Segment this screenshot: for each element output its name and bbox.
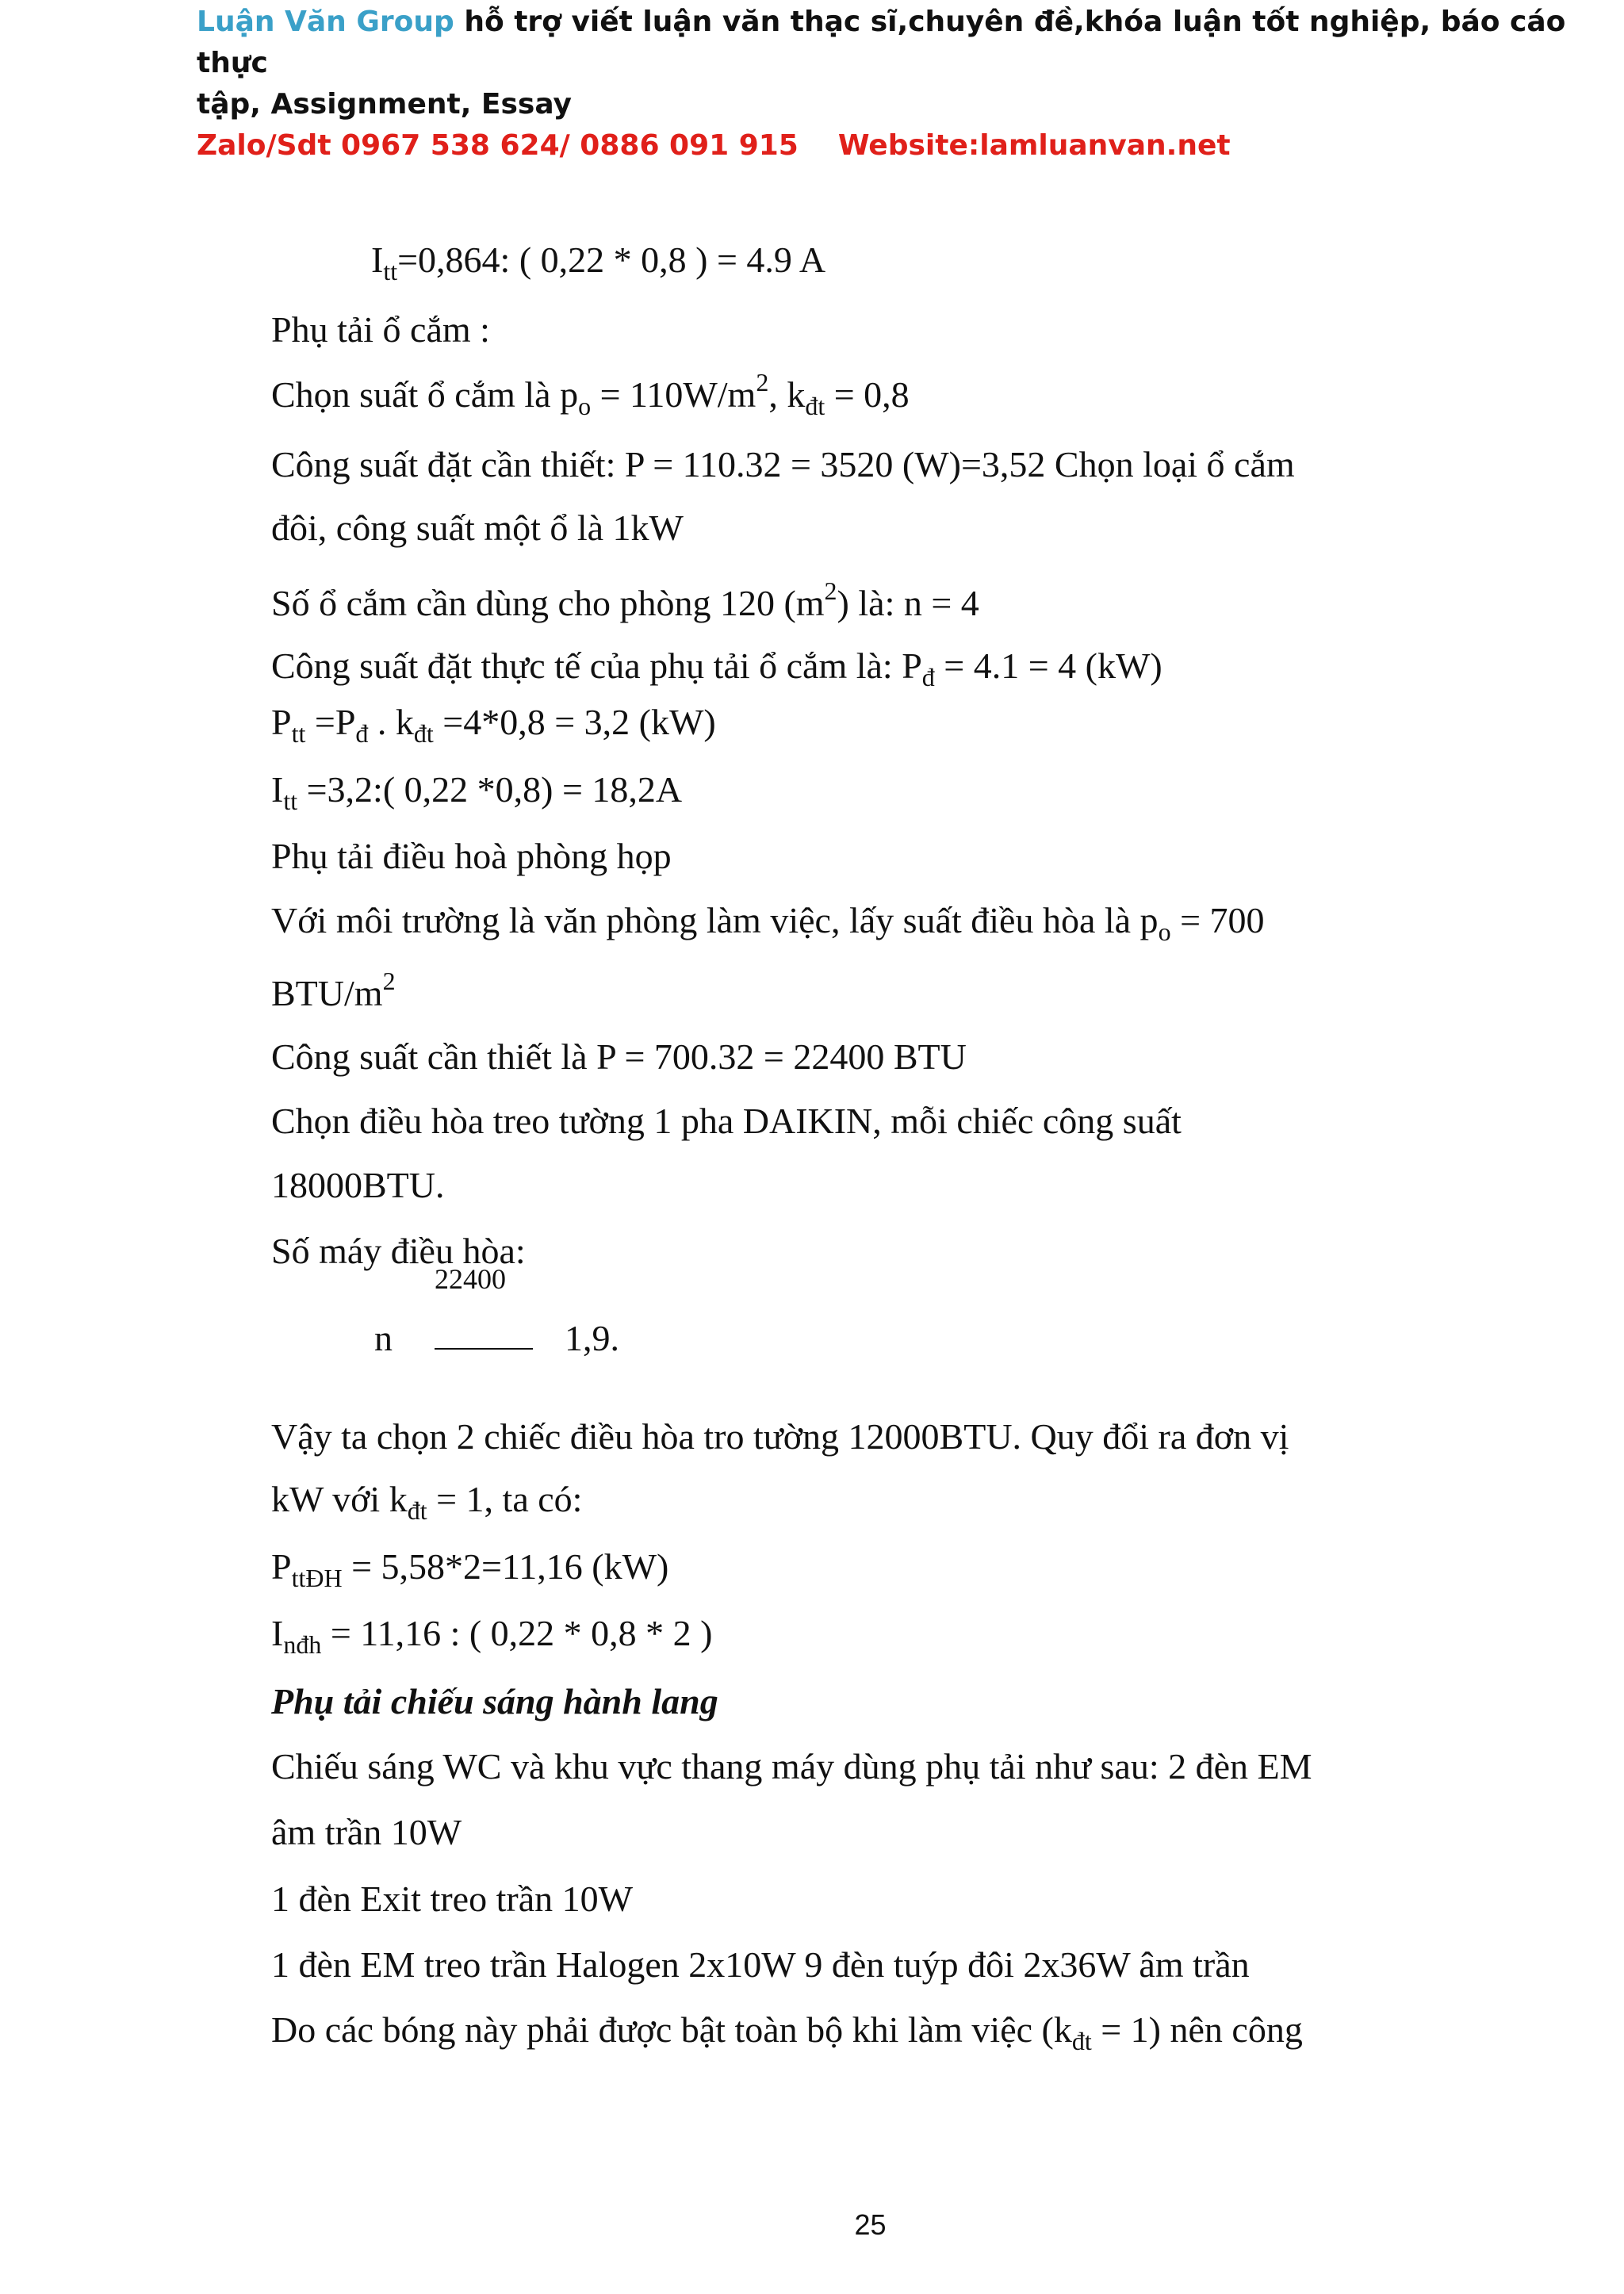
section-heading-corridor-lighting: Phụ tải chiếu sáng hành lang [271,1681,718,1721]
socket-actual-power: Công suất đặt thực tế của phụ tải ổ cắm là: $P_đ = 4.1 = 4$ (kW) [271,645,1162,691]
aircon-required-power: Công suất cần thiết là P = 700.32 = 22400 BTU [271,1036,967,1077]
socket-power-density: Chọn suất ổ cắm là $p_o = 110W/m^2$, $k_{đt} = 0,8$ [271,368,910,420]
contact-phone: Zalo/Sdt 0967 538 624/ 0886 091 915 [197,129,799,162]
heading-aircon-load: Phụ tải điều hoà phòng họp [271,836,672,876]
paragraph-line: Công suất đặt cần thiết: P = 110.32 = 3520 (W)=3,52 Chọn loại ổ cắm [271,444,1295,484]
aircon-density: Với môi trường là văn phòng làm việc, lấy suất điều hòa là $p_o = 700$ [271,900,1265,946]
website-link[interactable]: Website:lamluanvan.net [837,129,1231,162]
fraction-result: 1,9. [565,1318,619,1358]
fraction-variable: n [374,1318,393,1358]
paragraph-line: 1 đèn Exit treo trần 10W [271,1878,634,1919]
fraction-bar [435,1348,533,1350]
formula-itt-socket: $I_{tt}$ =3,2:( 0,22 *0,8) = 18,2A [271,769,683,815]
paragraph-line: Chiếu sáng WC và khu vực thang máy dùng phụ tải như sau: 2 đèn EM [271,1746,1312,1787]
paragraph-line: âm trần 10W [271,1812,462,1852]
formula-itt-lighting: $I_{tt}=0,864$: ( 0,22 * 0,8 ) = 4.9 A [371,239,826,285]
paragraph-line: 18000BTU. [271,1165,445,1205]
page-header [197,2,1624,167]
page-number: 25 [854,2208,887,2241]
header-line-1: Luận Văn Group hỗ trợ viết luận văn thạc sĩ,chuyên đề,khóa luận tốt nghiệp, báo cáo thực [197,6,1566,79]
paragraph-line: Chọn điều hòa treo tường 1 pha DAIKIN, mỗi chiếc công suất [271,1101,1182,1141]
header-contact [197,125,1624,167]
paragraph-line: Vậy ta chọn 2 chiếc điều hòa tro tường 12000BTU. Quy đổi ra đơn vị [271,1416,1289,1457]
socket-count: Số ổ cắm cần dùng cho phòng 120 $(m^2)$ là: n = 4 [271,576,979,623]
formula-ptt-aircon: $P_{ttĐH} = 5,58*2=11,16$ (kW) [271,1546,669,1592]
formula-i-aircon: $I_{nđh} = 11,16$ : ( 0,22 * 0,8 * 2 ) [271,1613,713,1659]
paragraph-line: 1 đèn EM treo trần Halogen 2x10W 9 đèn tuýp đôi 2x36W âm trần [271,1944,1250,1985]
paragraph-line: đôi, công suất một ổ là 1kW [271,507,684,548]
aircon-count-label: Số máy điều hòa: [271,1231,526,1271]
fraction-numerator: 22400 [435,1263,506,1295]
header-line-2: tập, Assignment, Essay [197,88,573,121]
formula-ptt-socket: $P_{tt} =P_đ$ . $k_{đt} =4*0,8 = 3,2$ (kW) [271,702,716,748]
heading-socket-load: Phụ tải ổ cắm : [271,309,490,350]
paragraph-line: kW với $k_{đt} = 1$, ta có: [271,1479,583,1525]
brand-name: Luận Văn Group [197,6,454,38]
paragraph-line: Do các bóng này phải được bật toàn bộ khi làm việc $(k_{đt} = 1)$ nên công [271,2009,1303,2055]
aircon-density-unit: BTU/$m^2$ [271,967,396,1013]
